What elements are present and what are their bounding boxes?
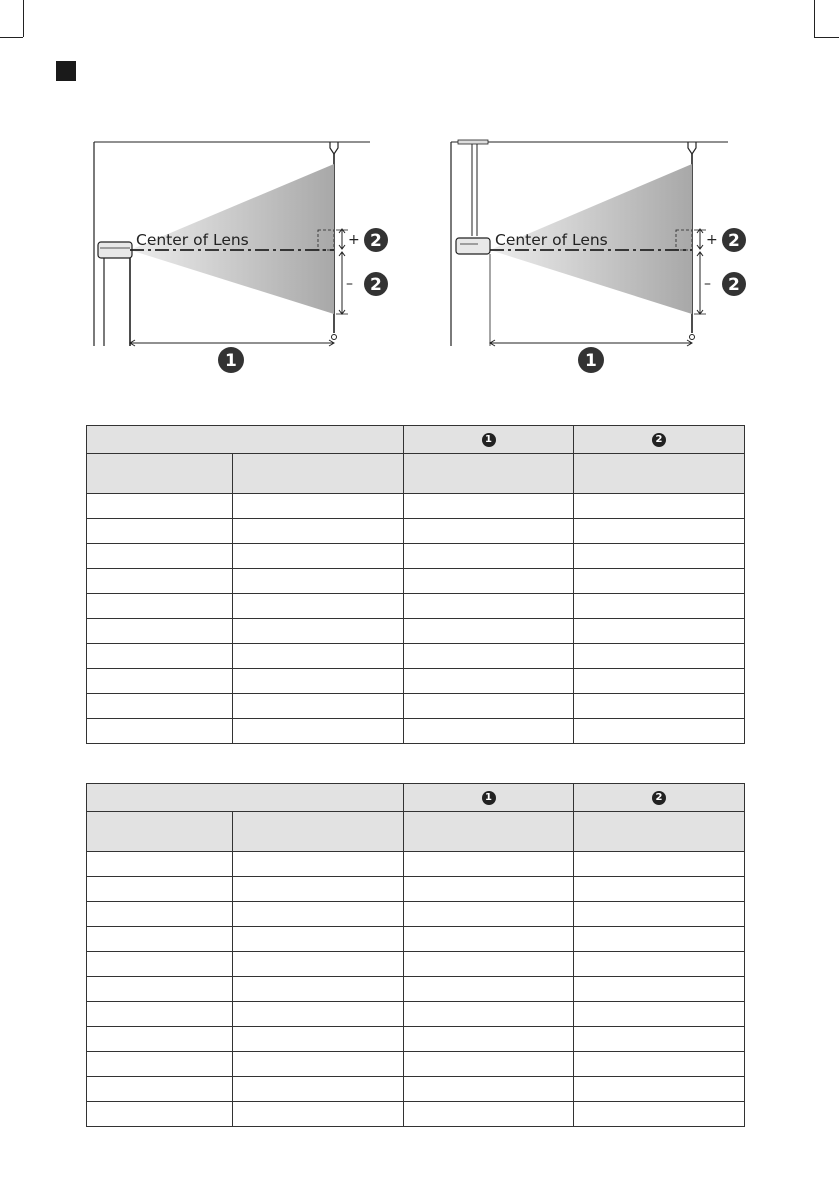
header-distance (404, 784, 574, 812)
badge-2: 2 (652, 791, 666, 805)
svg-text:1: 1 (225, 351, 237, 371)
projector-icon (98, 242, 132, 258)
projection-table-1 (86, 425, 745, 744)
table-row (87, 519, 745, 544)
table-row (87, 1077, 745, 1102)
table-row (87, 852, 745, 877)
minus-sign: – (346, 276, 353, 292)
table-row (87, 952, 745, 977)
table-row (87, 902, 745, 927)
diagram-floor-projection (90, 128, 410, 378)
table-row (87, 694, 745, 719)
crop-mark-top-left-v (23, 0, 24, 37)
badge-2: 2 (652, 433, 666, 447)
table-row (87, 927, 745, 952)
svg-text:1: 1 (585, 351, 597, 371)
plus-sign: + (706, 232, 718, 248)
crop-mark-top-right-v (814, 0, 815, 37)
table-row (87, 1052, 745, 1077)
table-row (87, 877, 745, 902)
svg-text:2: 2 (728, 275, 740, 295)
table-subheader-row (87, 812, 745, 852)
center-of-lens-label: Center of Lens (136, 231, 249, 249)
center-of-lens-label: Center of Lens (495, 231, 608, 249)
minus-sign: – (704, 276, 711, 292)
svg-text:2: 2 (370, 275, 382, 295)
header-distance (404, 426, 574, 454)
table-subheader-row (87, 454, 745, 494)
table-row (87, 544, 745, 569)
crop-mark-top-left (0, 37, 23, 38)
header-screen-size (87, 784, 404, 812)
table-row (87, 719, 745, 744)
projection-table-2 (86, 783, 745, 1127)
table-row (87, 494, 745, 519)
plus-sign: + (348, 232, 360, 248)
projector-icon (456, 238, 490, 254)
svg-text:2: 2 (728, 231, 740, 251)
header-offset (574, 784, 745, 812)
table-row (87, 644, 745, 669)
header-screen-size (87, 426, 404, 454)
table-row (87, 977, 745, 1002)
table-row (87, 1102, 745, 1127)
table-header-row (87, 426, 745, 454)
table-row (87, 1002, 745, 1027)
table-row (87, 1027, 745, 1052)
table-row (87, 669, 745, 694)
table-header-row (87, 784, 745, 812)
section-marker-square (56, 61, 76, 81)
diagram-ceiling-projection (448, 128, 768, 378)
table-row (87, 594, 745, 619)
crop-mark-top-right (814, 37, 839, 38)
table-row (87, 569, 745, 594)
svg-text:2: 2 (370, 231, 382, 251)
header-offset (574, 426, 745, 454)
table-row (87, 619, 745, 644)
badge-1: 1 (482, 433, 496, 447)
badge-1: 1 (482, 791, 496, 805)
